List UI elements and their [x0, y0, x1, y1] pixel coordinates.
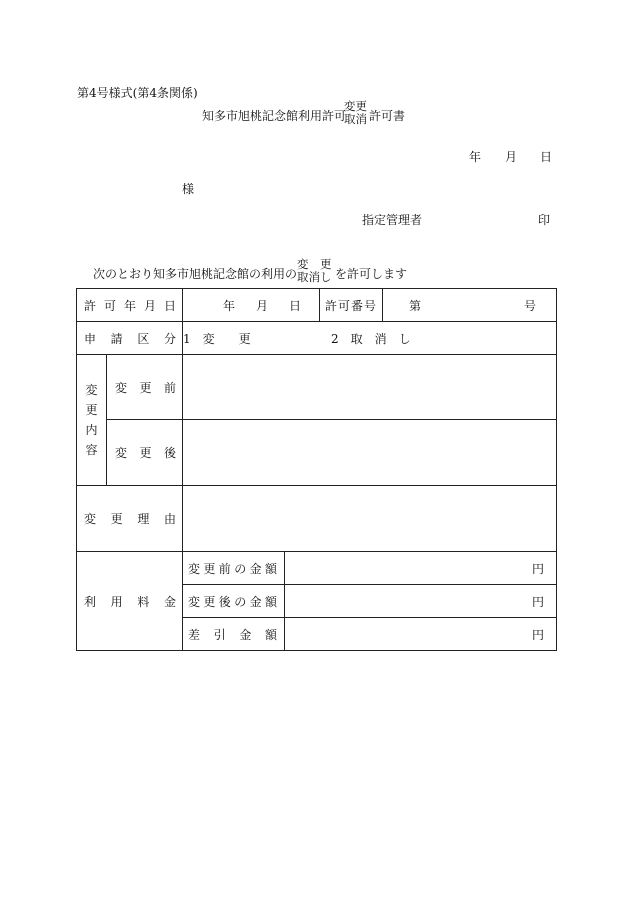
fee-difference-field[interactable]	[285, 618, 557, 651]
date-year: 年	[469, 150, 482, 164]
fee-after-field[interactable]	[285, 585, 557, 618]
intro-prefix: 次のとおり知多市旭桃記念館の利用の	[93, 267, 298, 281]
yen-unit: 円	[532, 561, 545, 576]
option-cancel[interactable]: 2 取 消 し	[331, 331, 411, 346]
fee-before-field[interactable]	[285, 552, 557, 585]
permit-date-field[interactable]: 年 月 日	[183, 289, 320, 322]
table-row	[77, 486, 557, 552]
title-suffix: 許可書	[369, 109, 406, 123]
title-prefix: 知多市旭桃記念館利用許可	[202, 109, 347, 123]
table-row	[77, 355, 557, 420]
table-row	[77, 420, 557, 486]
before-change-field[interactable]	[183, 355, 557, 420]
form-number: 第4号様式(第4条関係)	[77, 86, 198, 100]
intro-stack-bottom: 取消し	[297, 270, 332, 284]
permit-number-field[interactable]: 第 号	[383, 289, 557, 322]
change-reason-label: 変 更 理 由	[77, 486, 183, 552]
change-reason-field[interactable]	[183, 486, 557, 552]
title-stack-top: 変更	[344, 99, 367, 113]
fee-difference-label: 差 引 金 額	[183, 618, 285, 651]
intro-stack	[297, 258, 332, 284]
manager-label: 指定管理者	[362, 213, 423, 227]
addressee-suffix: 様	[182, 182, 195, 196]
fee-before-label: 変 更 前 の 金 額	[183, 552, 285, 585]
date-month: 月	[505, 150, 518, 164]
permit-date-label: 許 可 年 月 日	[77, 289, 183, 322]
permit-number-label: 許 可 番 号	[320, 289, 383, 322]
title-stack-bottom: 取消	[344, 112, 367, 126]
intro-suffix: を許可します	[335, 267, 408, 281]
yen-unit: 円	[532, 627, 545, 642]
application-type-label: 申 請 区 分	[77, 322, 183, 355]
option-change[interactable]: 1 変 更	[183, 331, 251, 346]
change-content-label: 変 更 内 容	[77, 355, 107, 486]
title-stack	[344, 100, 367, 126]
fee-after-label: 変 更 後 の 金 額	[183, 585, 285, 618]
seal-mark: 印	[538, 213, 551, 227]
date-day: 日	[540, 150, 553, 164]
application-type-options[interactable]	[183, 322, 557, 355]
table-row	[77, 552, 557, 585]
intro-stack-top: 変 更	[297, 257, 332, 271]
table-row	[77, 289, 557, 322]
table-row	[77, 322, 557, 355]
after-change-field[interactable]	[183, 420, 557, 486]
yen-unit: 円	[532, 594, 545, 609]
before-change-label: 変 更 前	[107, 355, 183, 420]
usage-fee-label: 利 用 料 金	[77, 552, 183, 651]
after-change-label: 変 更 後	[107, 420, 183, 486]
permit-form-table	[76, 288, 557, 651]
